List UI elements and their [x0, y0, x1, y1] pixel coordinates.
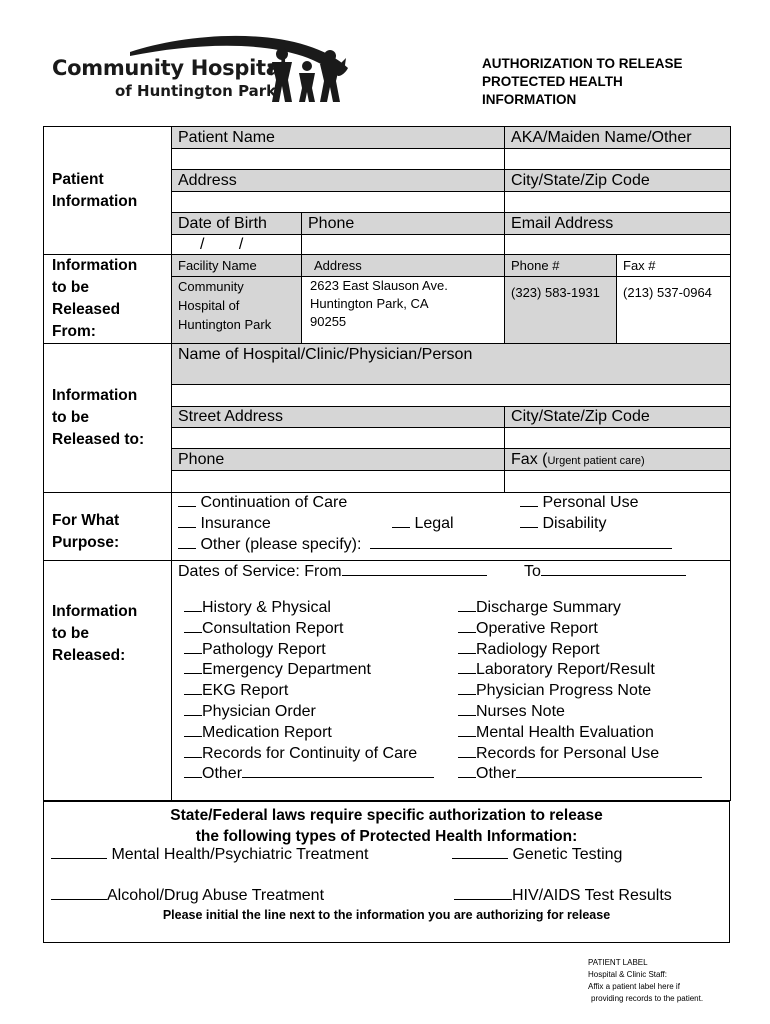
legal-option[interactable] — [392, 515, 454, 533]
checklist-label: Operative Report — [476, 619, 598, 637]
email-field[interactable] — [505, 235, 731, 255]
initial-line[interactable] — [458, 757, 476, 758]
info-released-list — [172, 561, 731, 801]
checklist-item[interactable] — [184, 702, 434, 723]
title-line: PROTECTED HEALTH — [482, 74, 623, 89]
label-line: to be — [52, 279, 90, 296]
facility-col-header: Facility Name — [172, 255, 302, 277]
checklist-label: Medication Report — [202, 723, 332, 741]
label-line: Released: — [52, 647, 126, 664]
checklist-label: Laboratory Report/Result — [476, 661, 655, 679]
checklist-label: Radiology Report — [476, 640, 600, 658]
initial-line[interactable] — [184, 694, 202, 695]
facility-address-value — [302, 276, 505, 343]
option-label: Insurance — [200, 515, 271, 532]
notice-line: State/Federal laws require specific authorization to release — [170, 807, 603, 824]
recipient-city-field[interactable] — [505, 428, 731, 449]
continuation-of-care-option[interactable] — [178, 494, 347, 512]
initial-line[interactable] — [458, 736, 476, 737]
label-line: Information — [52, 387, 138, 404]
recipient-fax-field[interactable] — [505, 471, 731, 493]
option-label: Legal — [414, 515, 454, 532]
initial-line[interactable] — [458, 653, 476, 654]
address-line: Huntington Park, CA — [310, 295, 429, 311]
patient-name-label: Patient Name — [172, 127, 505, 149]
checklist-item[interactable] — [458, 681, 702, 702]
label-line: From: — [52, 323, 96, 340]
checklist-item[interactable] — [184, 681, 434, 702]
aka-label: AKA/Maiden Name/Other — [505, 127, 731, 149]
notice-heading — [44, 805, 729, 847]
document-title — [482, 55, 683, 109]
checklist-item[interactable] — [184, 598, 434, 619]
facility-fax-value: (213) 537-0964 — [617, 276, 731, 343]
recipient-name-label: Name of Hospital/Clinic/Physician/Person — [172, 344, 731, 385]
initial-line[interactable] — [184, 673, 202, 674]
label-note-line: PATIENT LABEL — [588, 958, 648, 967]
label-line: Released to: — [52, 431, 145, 448]
checklist-item[interactable] — [458, 702, 702, 723]
info-released-section-label — [44, 561, 172, 801]
date-to-line[interactable] — [541, 575, 686, 576]
left-checklist — [184, 598, 434, 785]
address-line: 2623 East Slauson Ave. — [310, 277, 448, 293]
dob-label: Date of Birth — [172, 213, 302, 235]
fax-note: Urgent patient care) — [547, 454, 645, 467]
dates-of-service — [178, 563, 487, 581]
initial-line[interactable] — [458, 694, 476, 695]
address-label: Address — [172, 170, 505, 192]
recipient-city-label: City/State/Zip Code — [505, 407, 731, 428]
checklist-label: Other — [476, 765, 517, 783]
mental-health-option[interactable] — [51, 846, 368, 864]
checklist-label: Records for Continuity of Care — [202, 744, 418, 762]
recipient-name-field[interactable] — [172, 385, 731, 407]
facility-phone-value: (323) 583-1931 — [505, 276, 617, 343]
street-address-field[interactable] — [172, 428, 505, 449]
checklist-item[interactable] — [458, 619, 702, 640]
dates-from-label: Dates of Service: From — [178, 563, 342, 580]
recipient-phone-label: Phone — [172, 449, 505, 471]
other-purpose-option[interactable] — [178, 536, 672, 554]
patient-label-note — [588, 957, 703, 1005]
initial-line[interactable] — [184, 715, 202, 716]
label-line: For What — [52, 511, 120, 529]
checklist-item[interactable] — [458, 764, 702, 785]
initial-line[interactable] — [184, 736, 202, 737]
initial-line[interactable] — [458, 715, 476, 716]
insurance-option[interactable] — [178, 515, 271, 533]
checklist-label: History & Physical — [202, 599, 331, 616]
date-from-line[interactable] — [342, 575, 487, 576]
label-line: to be — [52, 409, 90, 426]
logo-subtitle: of Huntington Park — [115, 82, 277, 100]
right-checklist — [458, 598, 702, 785]
alcohol-drug-option[interactable] — [51, 887, 324, 905]
initial-line[interactable] — [184, 757, 202, 758]
facility-line: Hospital of — [178, 297, 240, 313]
label-note-line: Hospital & Clinic Staff: — [588, 970, 667, 979]
dates-to — [524, 563, 686, 581]
fax-label-text: Fax ( — [511, 450, 548, 468]
initial-line[interactable] — [458, 611, 476, 612]
patient-name-field[interactable] — [172, 149, 505, 170]
option-label: Mental Health/Psychiatric Treatment — [111, 846, 369, 863]
option-label: Disability — [542, 515, 607, 532]
facility-line: Huntington Park — [178, 316, 272, 332]
released-to-section-label — [44, 344, 172, 493]
recipient-phone-field[interactable] — [172, 471, 505, 493]
checklist-item[interactable] — [458, 744, 702, 765]
checklist-item[interactable] — [184, 744, 434, 765]
option-label: Continuation of Care — [200, 494, 348, 511]
checklist-item[interactable] — [184, 723, 434, 744]
checklist-label: Physician Progress Note — [476, 682, 652, 700]
city-label: City/State/Zip Code — [505, 170, 731, 192]
checklist-item[interactable] — [458, 660, 702, 681]
phone-col-header: Phone # — [505, 255, 617, 277]
option-label: Alcohol/Drug Abuse Treatment — [107, 887, 325, 904]
purpose-options — [172, 493, 731, 561]
title-line: INFORMATION — [482, 92, 577, 107]
title-line: AUTHORIZATION TO RELEASE — [482, 56, 683, 71]
label-line: Information — [52, 603, 138, 620]
label-note-line: Affix a patient label here if — [588, 982, 680, 991]
facility-line: Community — [178, 278, 244, 294]
genetic-testing-option[interactable] — [452, 846, 622, 864]
initial-line[interactable] — [458, 777, 476, 778]
option-label: HIV/AIDS Test Results — [512, 887, 672, 904]
checklist-item[interactable] — [458, 598, 702, 619]
option-label: Genetic Testing — [512, 846, 623, 863]
purpose-section-label — [44, 493, 172, 561]
aka-field[interactable] — [505, 149, 731, 170]
label-line: Purpose: — [52, 533, 120, 551]
checklist-label: Other — [202, 765, 243, 783]
disability-option[interactable] — [520, 515, 606, 533]
special-authorization-box — [43, 801, 730, 943]
checklist-item[interactable] — [184, 660, 434, 681]
label-line: to be — [52, 625, 90, 642]
address-field[interactable] — [172, 192, 505, 213]
logo-title: Community Hospital — [52, 56, 287, 80]
phone-field[interactable] — [302, 235, 505, 255]
initial-line[interactable] — [184, 632, 202, 633]
other-specify-line[interactable] — [242, 777, 434, 778]
label-line: Information — [52, 257, 138, 274]
checklist-label: Pathology Report — [202, 640, 326, 658]
personal-use-option[interactable] — [520, 494, 639, 512]
phone-label: Phone — [302, 213, 505, 235]
checklist-label: Discharge Summary — [476, 599, 621, 616]
label-note-line: providing records to the patient. — [591, 994, 704, 1003]
patient-section-label — [44, 127, 172, 255]
option-label: Personal Use — [542, 494, 639, 511]
released-from-section-label — [44, 255, 172, 344]
email-label: Email Address — [505, 213, 731, 235]
other-purpose-line[interactable] — [370, 548, 672, 549]
fax-col-header: Fax # — [617, 255, 731, 277]
label-line: Released — [52, 301, 121, 318]
checklist-label: EKG Report — [202, 682, 289, 700]
address-col-header: Address — [302, 255, 505, 277]
option-label: Other (please specify): — [200, 536, 362, 553]
checklist-item[interactable] — [458, 640, 702, 661]
notice-instruction: Please initial the line next to the information you are authorizing for release — [162, 908, 611, 922]
city-field[interactable] — [505, 192, 731, 213]
address-line: 90255 — [310, 313, 347, 329]
checklist-label: Emergency Department — [202, 661, 371, 679]
checklist-item[interactable] — [184, 764, 434, 785]
street-address-label: Street Address — [172, 407, 505, 428]
checklist-label: Mental Health Evaluation — [476, 723, 654, 741]
initial-line[interactable] — [184, 777, 202, 778]
initial-line[interactable] — [458, 632, 476, 633]
dob-field[interactable] — [172, 235, 302, 255]
other-specify-line[interactable] — [516, 777, 702, 778]
authorization-form-table — [43, 126, 731, 801]
checklist-item[interactable] — [458, 723, 702, 744]
recipient-fax-label — [505, 449, 731, 471]
label-line: Patient — [52, 170, 104, 188]
checklist-label: Physician Order — [202, 702, 316, 720]
hiv-aids-option[interactable] — [454, 887, 672, 905]
facility-name-value — [172, 276, 302, 343]
dates-to-label: To — [524, 563, 541, 580]
checklist-label: Consultation Report — [202, 619, 344, 637]
label-line: Information — [52, 192, 138, 210]
dob-slashes: / / — [200, 235, 244, 253]
checklist-label: Records for Personal Use — [476, 744, 660, 762]
initial-line[interactable] — [184, 653, 202, 654]
checklist-item[interactable] — [184, 619, 434, 640]
checklist-label: Nurses Note — [476, 702, 565, 720]
initial-line[interactable] — [184, 611, 202, 612]
checklist-item[interactable] — [184, 640, 434, 661]
notice-line: the following types of Protected Health Information: — [195, 828, 578, 845]
initial-line[interactable] — [458, 673, 476, 674]
